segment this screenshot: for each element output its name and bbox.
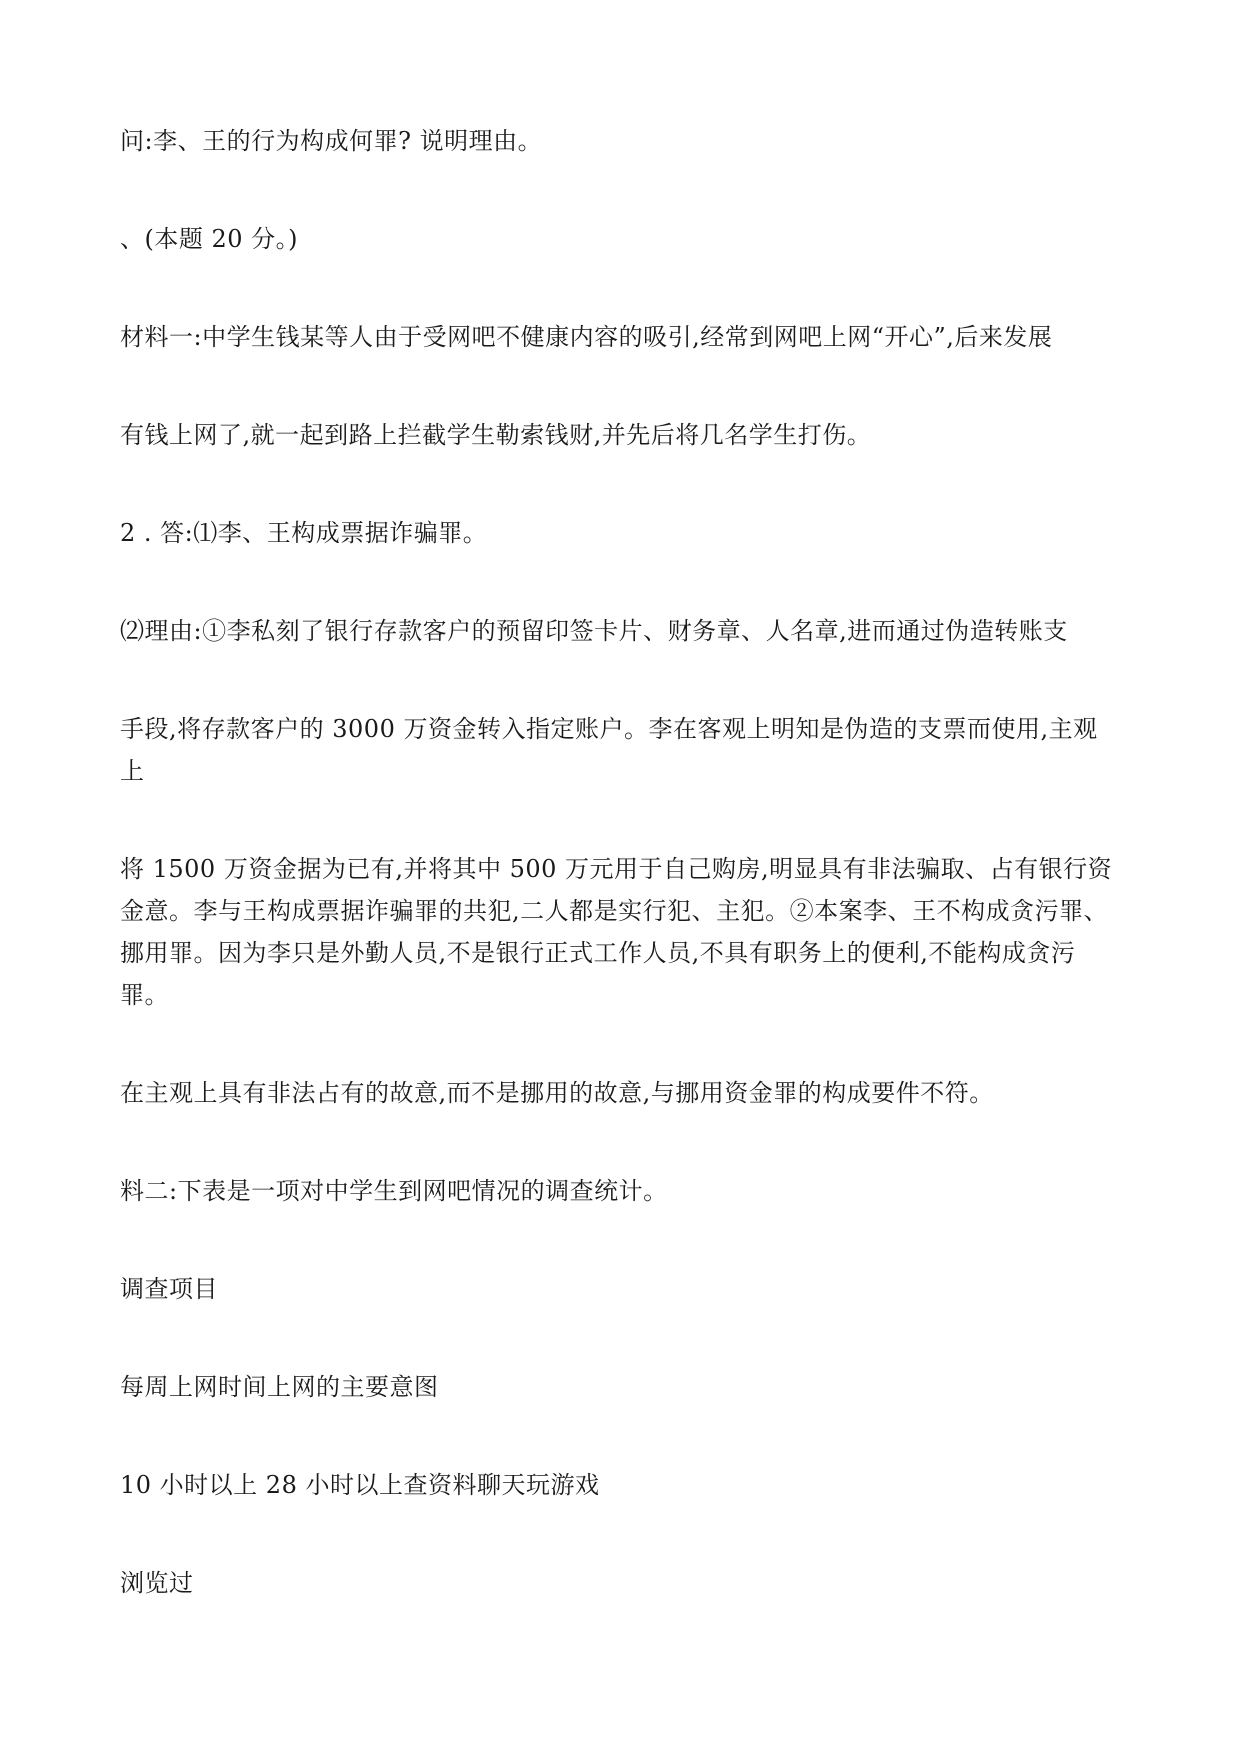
paragraph-answer-heading: 2 . 答:⑴李、王构成票据诈骗罪。 <box>120 519 488 547</box>
paragraph-reason-2-tail: 上 <box>120 757 145 785</box>
paragraph-browsed: 浏览过 <box>120 1569 194 1597</box>
paragraph-survey-headers: 每周上网时间上网的主要意图 <box>120 1373 439 1401</box>
paragraph-material-one-cont: 有钱上网了,就一起到路上拦截学生勒索钱财,并先后将几名学生打伤。 <box>120 421 872 449</box>
paragraph-question: 问:李、王的行为构成何罪? 说明理由。 <box>120 127 543 155</box>
paragraph-survey-values: 10 小时以上 28 小时以上查资料聊天玩游戏 <box>120 1471 600 1499</box>
paragraph-subjective-intent: 在主观上具有非法占有的故意,而不是挪用的故意,与挪用资金罪的构成要件不符。 <box>120 1079 994 1107</box>
paragraph-reason-3: 将 1500 万资金据为已有,并将其中 500 万元用于自己购房,明显具有非法骗取、占有银行资 <box>120 855 1113 883</box>
paragraph-survey-item: 调查项目 <box>120 1275 218 1303</box>
paragraph-reason-5-tail: 罪。 <box>120 981 169 1009</box>
paragraph-reason-2: 手段,将存款客户的 3000 万资金转入指定账户。李在客观上明知是伪造的支票而使用,主观 <box>120 715 1098 743</box>
paragraph-material-two: 料二:下表是一项对中学生到网吧情况的调查统计。 <box>120 1177 668 1205</box>
paragraph-reason-4: 金意。李与王构成票据诈骗罪的共犯,二人都是实行犯、主犯。②本案李、王不构成贪污罪、 <box>120 897 1109 925</box>
paragraph-reason-1: ⑵理由:①李私刻了银行存款客户的预留印签卡片、财务章、人名章,进而通过伪造转账支 <box>120 617 1068 645</box>
paragraph-score-note: 、(本题 20 分。) <box>120 225 299 253</box>
paragraph-reason-5: 挪用罪。因为李只是外勤人员,不是银行正式工作人员,不具有职务上的便利,不能构成贪污 <box>120 939 1076 967</box>
paragraph-material-one: 材料一:中学生钱某等人由于受网吧不健康内容的吸引,经常到网吧上网“开心”,后来发展 <box>120 323 1053 351</box>
